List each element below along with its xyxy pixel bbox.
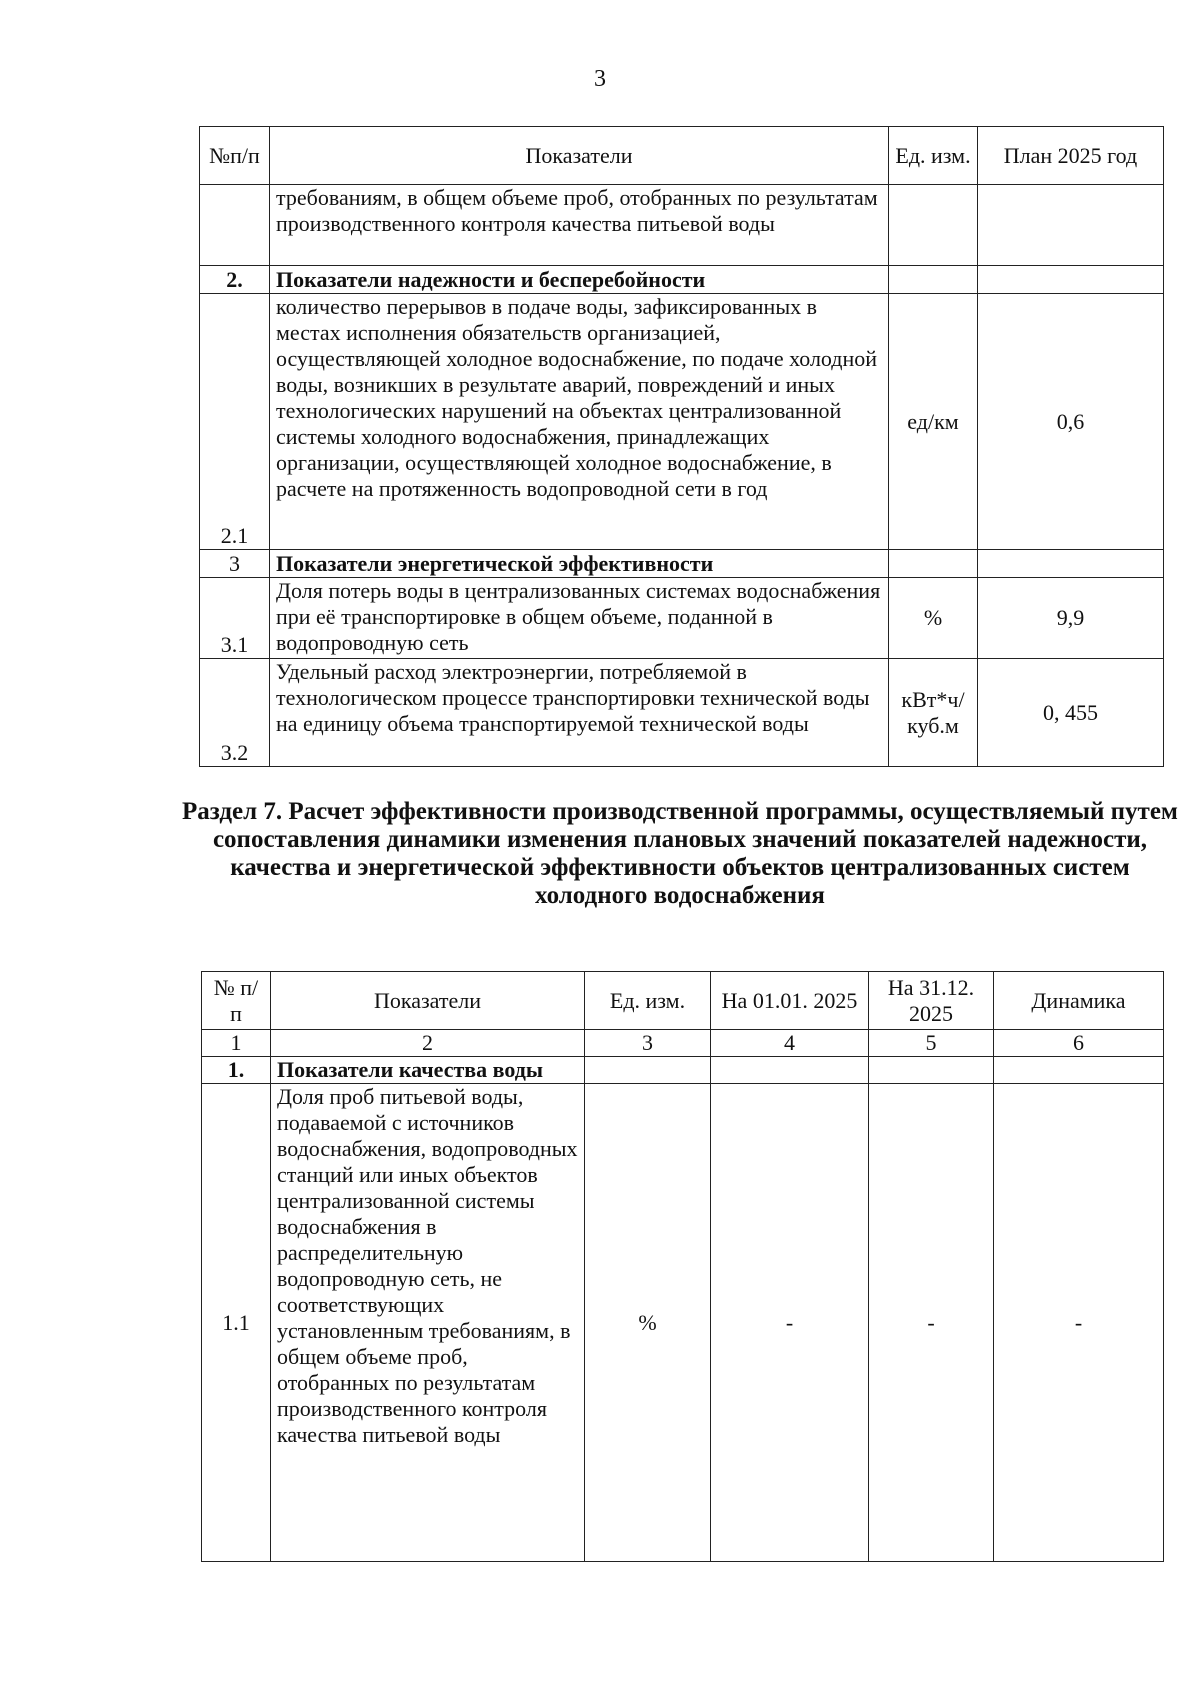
table-header-row (202, 972, 1164, 1030)
row-unit (889, 185, 978, 266)
header-end: На 31.12. 2025 (869, 972, 994, 1030)
header-num: № п/п (202, 972, 271, 1030)
table-section-row (202, 1057, 1164, 1084)
row-unit (585, 1057, 711, 1084)
row-start: - (711, 1084, 869, 1562)
row-value: 0,6 (978, 294, 1164, 550)
row-num: 1.1 (202, 1084, 271, 1562)
header-indicator: Показатели (270, 127, 889, 185)
efficiency-table (201, 971, 1164, 1562)
table-section-row (200, 550, 1164, 578)
col-number: 3 (585, 1030, 711, 1057)
row-num: 1. (202, 1057, 271, 1084)
row-unit: % (585, 1084, 711, 1562)
row-dynamics (994, 1057, 1164, 1084)
row-num: 2.1 (200, 294, 270, 550)
row-text: Доля потерь воды в централизованных системах водоснабжения при её транспортировке в общем объеме, поданной в водопроводную сеть (270, 578, 889, 659)
row-unit (889, 550, 978, 578)
row-value (978, 550, 1164, 578)
header-dynamics: Динамика (994, 972, 1164, 1030)
row-num: 3 (200, 550, 270, 578)
section-title: Раздел 7. Расчет эффективности производственной программы, осуществляемый путем сопоставления динамики изменения плановых значений показателей надежности, качества и энергетической эффективности объектов централизованных систем холодного водоснабжения (182, 798, 1178, 909)
col-number: 1 (202, 1030, 271, 1057)
table-row (202, 1084, 1164, 1562)
header-start: На 01.01. 2025 (711, 972, 869, 1030)
row-start (711, 1057, 869, 1084)
row-value (978, 266, 1164, 294)
header-indicator: Показатели (271, 972, 585, 1030)
row-value: 9,9 (978, 578, 1164, 659)
indicators-table (199, 126, 1164, 767)
row-dynamics: - (994, 1084, 1164, 1562)
row-unit (889, 266, 978, 294)
row-value: 0, 455 (978, 659, 1164, 767)
table-row (200, 185, 1164, 266)
row-text: Показатели энергетической эффективности (270, 550, 889, 578)
col-number: 4 (711, 1030, 869, 1057)
header-unit: Ед. изм. (585, 972, 711, 1030)
header-unit: Ед. изм. (889, 127, 978, 185)
row-text: Доля проб питьевой воды, подаваемой с источников водоснабжения, водопроводных станций или иных объектов централизованной системы водоснабжения в распределительную водопроводную сеть, не соответствующих установленным требованиям, в общем объеме проб, отобранных по результатам производственного контроля качества питьевой воды (271, 1084, 585, 1562)
table-row (200, 659, 1164, 767)
row-num: 3.1 (200, 578, 270, 659)
header-num: №п/п (200, 127, 270, 185)
table-row (200, 578, 1164, 659)
table-section-row (200, 266, 1164, 294)
row-num: 3.2 (200, 659, 270, 767)
row-value (978, 185, 1164, 266)
row-num: 2. (200, 266, 270, 294)
row-end (869, 1057, 994, 1084)
page-number: 3 (594, 66, 606, 92)
col-number: 2 (271, 1030, 585, 1057)
row-unit: % (889, 578, 978, 659)
row-unit: кВт*ч/ куб.м (889, 659, 978, 767)
row-text: требованиям, в общем объеме проб, отобранных по результатам производственного контроля качества питьевой воды (270, 185, 889, 266)
row-text: Показатели качества воды (271, 1057, 585, 1084)
row-text: количество перерывов в подаче воды, зафиксированных в местах исполнения обязательств организацией, осуществляющей холодное водоснабжение, по подаче холодной воды, возникших в результате аварий, повреждений и иных технологических нарушений на объектах централизованной системы холодного водоснабжения, принадлежащих организации, осуществляющей холодное водоснабжение, в расчете на протяженность водопроводной сети в год (270, 294, 889, 550)
row-unit: ед/км (889, 294, 978, 550)
row-end: - (869, 1084, 994, 1562)
table-header-row (200, 127, 1164, 185)
row-num (200, 185, 270, 266)
table-row (200, 294, 1164, 550)
column-number-row (202, 1030, 1164, 1057)
row-text: Показатели надежности и бесперебойности (270, 266, 889, 294)
col-number: 6 (994, 1030, 1164, 1057)
row-text: Удельный расход электроэнергии, потребляемой в технологическом процессе транспортировки технической воды на единицу объема транспортируемой технической воды (270, 659, 889, 767)
col-number: 5 (869, 1030, 994, 1057)
header-plan: План 2025 год (978, 127, 1164, 185)
